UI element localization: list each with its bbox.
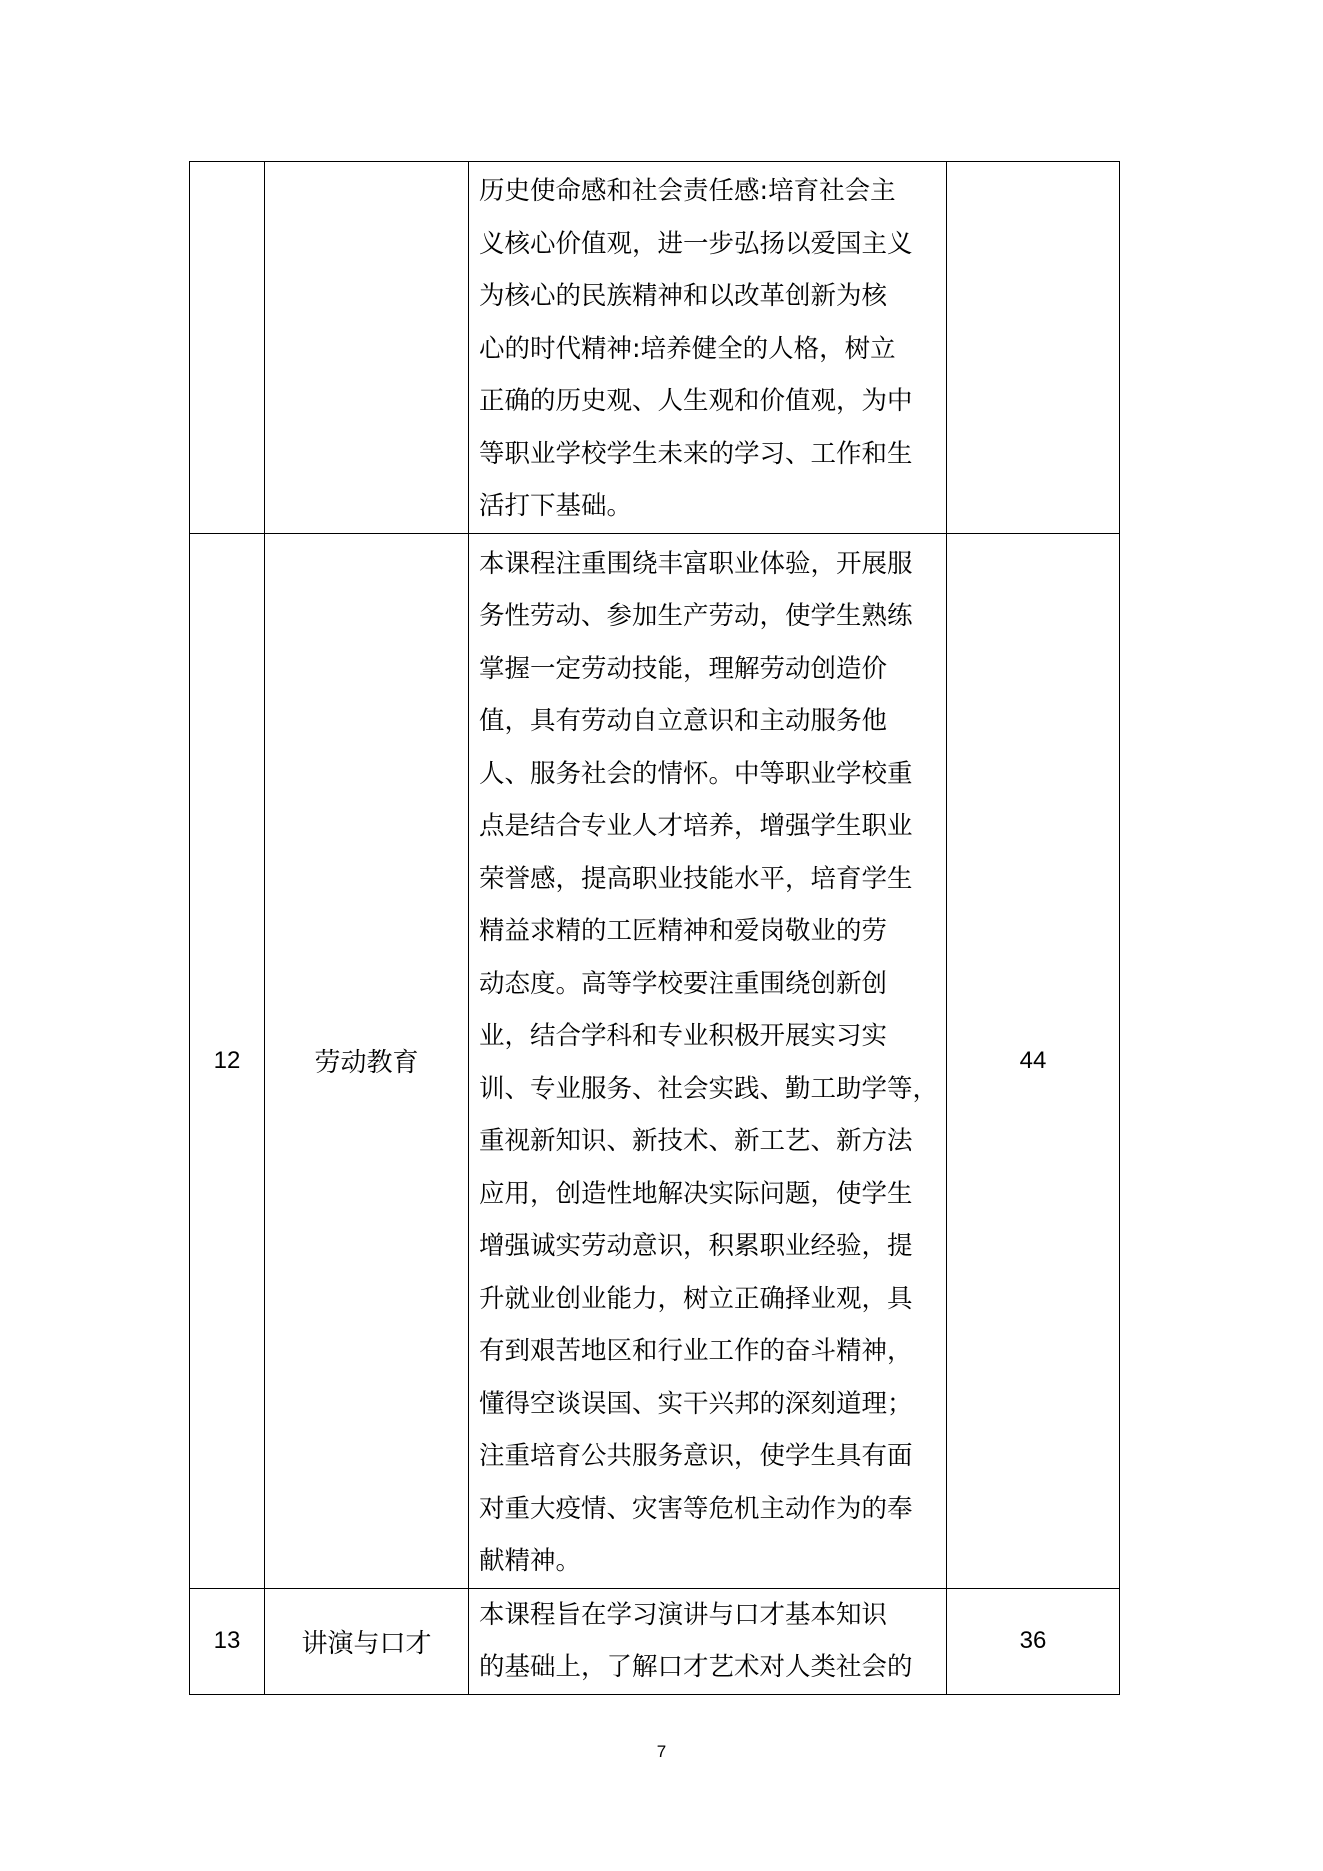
description-line: 业，结合学科和专业积极开展实习实 [479, 1021, 888, 1051]
description-line: 重视新知识、新技术、新工艺、新方法 [479, 1126, 913, 1156]
description-line: 等职业学校学生未来的学习、工作和生 [479, 438, 913, 469]
description-line: 点是结合专业人才培养，增强学生职业 [479, 811, 913, 841]
page-number: 7 [656, 1742, 667, 1761]
description-line: 注重培育公共服务意识，使学生具有面 [479, 1441, 913, 1471]
description-line: 对重大疫情、灾害等危机主动作为的奉 [479, 1493, 913, 1524]
description-line: 本课程旨在学习演讲与口才基本知识 [479, 1599, 888, 1630]
description-line: 增强诚实劳动意识，积累职业经验，提 [479, 1231, 913, 1261]
row-index: 13 [190, 1588, 265, 1694]
description-line: 本课程注重围绕丰富职业体验，开展服 [479, 548, 913, 579]
description-line: 的基础上，了解口才艺术对人类社会的 [479, 1652, 913, 1682]
description-line: 有到艰苦地区和行业工作的奋斗精神， [479, 1336, 913, 1366]
description-line: 献精神。 [479, 1546, 582, 1576]
course-description [469, 533, 947, 1588]
course-description [469, 1588, 947, 1694]
course-name: 劳动教育 [265, 533, 469, 1588]
course-hours [947, 162, 1120, 534]
row-index [190, 162, 265, 534]
course-name [265, 162, 469, 534]
description-line: 训、专业服务、社会实践、勤工助学等， [479, 1073, 939, 1104]
table-row [190, 1588, 1120, 1694]
description-line: 动态度。高等学校要注重围绕创新创 [479, 968, 888, 999]
course-hours: 44 [947, 533, 1120, 1588]
description-line: 义核心价值观，进一步弘扬以爱国主义 [479, 228, 913, 259]
description-line: 应用，创造性地解决实际问题，使学生 [479, 1178, 913, 1209]
course-hours: 36 [947, 1588, 1120, 1694]
course-description [469, 162, 947, 534]
description-line: 精益求精的工匠精神和爱岗敬业的劳 [479, 916, 888, 946]
description-line: 升就业创业能力，树立正确择业观，具 [479, 1283, 913, 1314]
row-index: 12 [190, 533, 265, 1588]
course-table [189, 161, 1120, 1695]
description-line: 荣誉感，提高职业技能水平，培育学生 [479, 863, 913, 894]
table-row [190, 533, 1120, 1588]
description-line: 值，具有劳动自立意识和主动服务他 [479, 706, 888, 736]
course-name: 讲演与口才 [265, 1588, 469, 1694]
description-line: 为核心的民族精神和以改革创新为核 [479, 281, 888, 311]
description-line: 活打下基础。 [479, 491, 633, 521]
description-line: 正确的历史观、人生观和价值观，为中 [479, 386, 913, 416]
description-line: 懂得空谈误国、实干兴邦的深刻道理； [479, 1388, 913, 1419]
description-line: 掌握一定劳动技能，理解劳动创造价 [479, 653, 888, 684]
table-row [190, 162, 1120, 534]
description-line: 历史使命感和社会责任感:培育社会主 [479, 176, 896, 206]
description-line: 务性劳动、参加生产劳动，使学生熟练 [479, 601, 913, 631]
description-line: 心的时代精神:培养健全的人格，树立 [479, 333, 896, 364]
description-line: 人、服务社会的情怀。中等职业学校重 [479, 758, 913, 789]
